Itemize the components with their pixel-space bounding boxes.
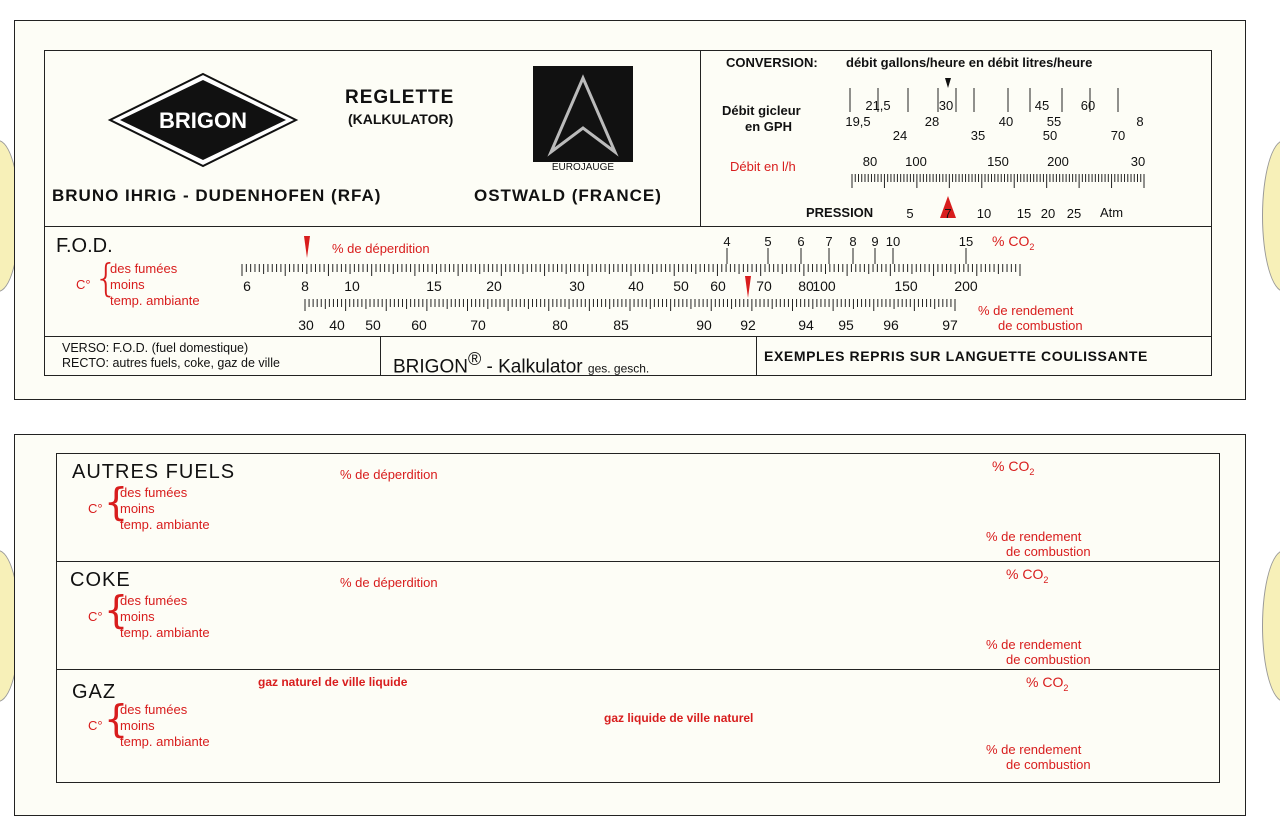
pression-label: PRESSION <box>806 205 874 220</box>
pression-value: 5 <box>906 206 914 221</box>
fod-co2: % $CO_2$ <box>992 233 1035 252</box>
fod-co2-label: 5 <box>764 234 772 249</box>
coke-c-line-1: des fumées <box>120 593 188 608</box>
footer-brand: BRIGON® - Kalkulator ges. gesch. <box>393 349 650 378</box>
autres-c-line-1: des fumées <box>120 485 188 500</box>
gaz-left-label: gaz naturel de ville liquide <box>258 675 408 689</box>
fod-rendement-marker <box>745 276 751 298</box>
gaz-c-line-1: des fumées <box>120 702 188 717</box>
coke-c-line-2: moins <box>120 609 155 624</box>
pression-unit: Atm <box>1100 205 1124 220</box>
fod-temp-label: 100 <box>812 278 836 294</box>
fod-title: F.O.D. <box>56 235 113 257</box>
reglette-subtitle: (KALKULATOR) <box>348 111 454 127</box>
bottom-divider-2 <box>56 669 1220 670</box>
autres-c-line-2: moins <box>120 501 155 516</box>
coke-co2: % $CO_2$ <box>1006 566 1049 585</box>
fod-co2-label: 6 <box>797 234 805 249</box>
fod-co2-label: 15 <box>958 234 974 249</box>
gaz-title: GAZ <box>72 681 117 703</box>
fod-temp-label: 60 <box>710 278 726 294</box>
autres-c-label: C° <box>88 501 103 516</box>
gph-label-1: Débit gicleur <box>722 103 801 118</box>
fod-brace: { <box>94 256 119 300</box>
fod-c-line-2: moins <box>110 277 145 292</box>
autres-brace: { <box>104 480 129 524</box>
fod-temp-label: 15 <box>426 278 442 294</box>
fod-co2-label: 4 <box>723 234 731 249</box>
gph-third-label: 24 <box>892 128 908 143</box>
fod-temp-label: 40 <box>628 278 644 294</box>
fod-c-line-3: temp. ambiante <box>110 293 200 308</box>
lh-label: Débit en l/h <box>730 159 796 174</box>
fod-co2-label: 8 <box>849 234 857 249</box>
lh-label-value: 80 <box>862 154 878 169</box>
fod-rend-label: 95 <box>838 317 854 333</box>
gaz-right-label: gaz liquide de ville naturel <box>604 711 754 725</box>
gaz-brace: { <box>104 697 129 741</box>
manufacturer-right: OSTWALD (FRANCE) <box>474 186 662 205</box>
manufacturer-left: BRUNO IHRIG - DUDENHOFEN (RFA) <box>52 186 382 205</box>
recto-text: RECTO: autres fuels, coke, gaz de ville <box>62 356 280 370</box>
fod-rend-label: 40 <box>329 317 345 333</box>
fod-temp-label: 8 <box>301 278 309 294</box>
pression-value: 10 <box>976 206 992 221</box>
gaz-co2: % $CO_2$ <box>1026 674 1069 693</box>
gaz-rend-label-1: % de rendement <box>986 742 1082 757</box>
gaz-c-label: C° <box>88 718 103 733</box>
conversion-text: débit gallons/heure en débit litres/heure <box>846 55 1093 70</box>
coke-brace: { <box>104 588 129 632</box>
gph-bottom-label: 28 <box>924 114 940 129</box>
lh-label-value: 100 <box>905 154 927 169</box>
coke-rend-label-2: de combustion <box>1006 652 1091 667</box>
fod-rend-label: 30 <box>298 317 314 333</box>
autres-rend-label-1: % de rendement <box>986 529 1082 544</box>
fod-co2-label: 10 <box>885 234 901 249</box>
autres-rend-label-2: de combustion <box>1006 544 1091 559</box>
gph-top-label: 45 <box>1034 98 1050 113</box>
fod-temp-label: 150 <box>894 278 918 294</box>
fod-rend-label: 50 <box>365 317 381 333</box>
fod-rend-label: 70 <box>470 317 486 333</box>
fod-c-line-1: des fumées <box>110 261 178 276</box>
autres-co2: % $CO_2$ <box>992 458 1035 477</box>
gph-bottom-label: 40 <box>998 114 1014 129</box>
fod-temp-label: 50 <box>673 278 689 294</box>
gph-third-label: 70 <box>1110 128 1126 143</box>
gph-bottom-label: 8 <box>1136 114 1144 129</box>
fod-temp-label: 70 <box>756 278 772 294</box>
autres-c-line-3: temp. ambiante <box>120 517 210 532</box>
fod-rend-label-1: % de rendement <box>978 303 1074 318</box>
coke-deperdition: % de déperdition <box>340 575 438 590</box>
fod-co2-label: 7 <box>825 234 833 249</box>
coke-c-line-3: temp. ambiante <box>120 625 210 640</box>
fod-temp-label: 30 <box>569 278 585 294</box>
fod-rend-label: 60 <box>411 317 427 333</box>
lh-label-value: 30 <box>1130 154 1146 169</box>
fod-temp-label: 200 <box>954 278 978 294</box>
gph-third-label: 50 <box>1042 128 1058 143</box>
fod-rend-label: 92 <box>740 317 756 333</box>
logo-text: BRIGON <box>159 108 247 133</box>
gaz-c-line-3: temp. ambiante <box>120 734 210 749</box>
eurojauge-text: EUROJAUGE <box>551 162 615 173</box>
fod-rend-label: 94 <box>798 317 814 333</box>
fod-temp-label: 20 <box>486 278 502 294</box>
gaz-rend-label-2: de combustion <box>1006 757 1091 772</box>
gph-top-label: 21,5 <box>865 98 891 113</box>
autres-deperdition: % de déperdition <box>340 467 438 482</box>
fod-co2-label: 9 <box>871 234 879 249</box>
fod-rend-label: 85 <box>613 317 629 333</box>
reglette-title: REGLETTE <box>345 87 455 108</box>
fod-rend-label: 96 <box>883 317 899 333</box>
bottom-panel <box>56 453 1220 783</box>
fod-temp-label: 10 <box>344 278 360 294</box>
pression-value: 7 <box>944 206 952 221</box>
lh-label-value: 150 <box>987 154 1009 169</box>
fod-deperdition: % de déperdition <box>332 241 430 256</box>
coke-c-label: C° <box>88 609 103 624</box>
gaz-c-line-2: moins <box>120 718 155 733</box>
verso-text: VERSO: F.O.D. (fuel domestique) <box>62 341 249 355</box>
pression-value: 25 <box>1066 206 1082 221</box>
pression-value: 15 <box>1016 206 1032 221</box>
fod-rend-label: 80 <box>552 317 568 333</box>
coke-rend-label-1: % de rendement <box>986 637 1082 652</box>
gph-top-label: 30 <box>938 98 954 113</box>
conversion-heading: CONVERSION: <box>726 55 818 70</box>
fod-temp-label: 80 <box>798 278 814 294</box>
lh-label-value: 200 <box>1047 154 1069 169</box>
gph-label-2: en GPH <box>745 119 792 134</box>
fod-rend-label: 90 <box>696 317 712 333</box>
fod-rend-label-2: de combustion <box>998 318 1083 333</box>
fod-deperdition-marker <box>304 236 310 258</box>
fod-rend-label: 97 <box>942 317 958 333</box>
gph-top-label: 60 <box>1080 98 1096 113</box>
gph-third-label: 35 <box>970 128 986 143</box>
fod-c-label: C° <box>76 277 91 292</box>
fod-temp-label: 6 <box>243 278 251 294</box>
footer-exemples: EXEMPLES REPRIS SUR LANGUETTE COULISSANTE <box>764 348 1148 364</box>
gph-bottom-label: 55 <box>1046 114 1062 129</box>
gph-bottom-label: 19,5 <box>845 114 871 129</box>
pression-value: 20 <box>1040 206 1056 221</box>
autres-title: AUTRES FUELS <box>72 461 236 483</box>
bottom-divider-1 <box>56 561 1220 562</box>
coke-title: COKE <box>70 569 131 591</box>
